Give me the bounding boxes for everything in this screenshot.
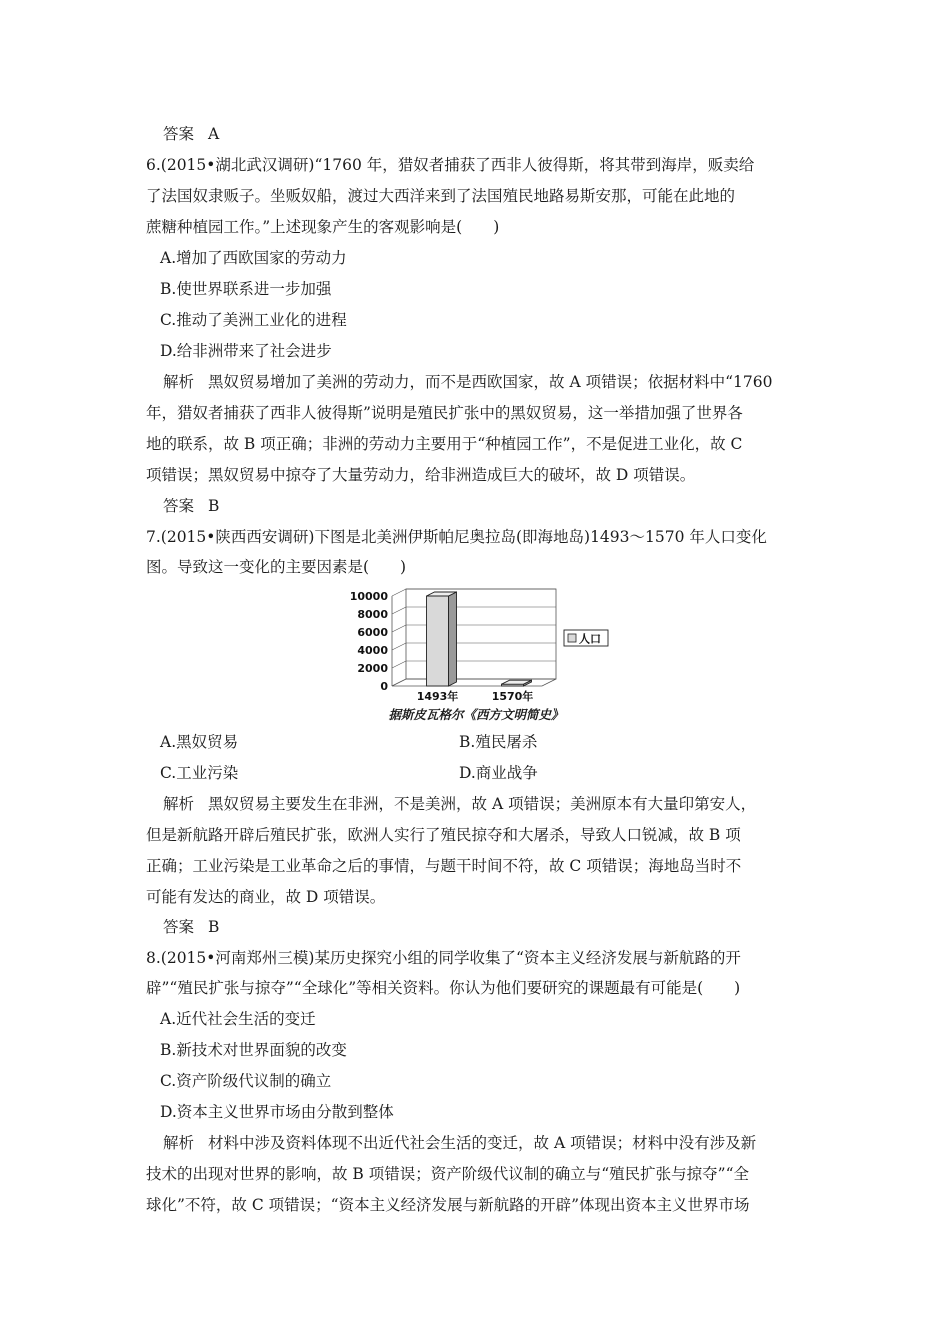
q8-analysis-label: 解析 [163,1134,195,1152]
chart-x-tick-label: 1493年 [416,690,459,703]
q8-option-b: B.新技术对世界面貌的改变 [160,1041,347,1059]
q6-option-b: B.使世界联系进一步加强 [160,280,332,298]
q7-analysis-label: 解析 [163,795,195,813]
q6-analysis-line-3: 地的联系，故 B 项正确；非洲的劳动力主要用于“种植园工作”，不是促进工业化，故 C [146,435,743,453]
q6-stem-line-1: 6.(2015•湖北武汉调研)“1760 年，猎奴者捕获了西非人彼得斯，将其带到海岸，贩卖给 [146,156,755,174]
q7-analysis-line-2: 但是新航路开辟后殖民扩张，欧洲人实行了殖民掠夺和大屠杀，导致人口锐减，故 B 项 [146,826,741,844]
q6-answer-value: B [208,497,220,515]
q7-option-d: D.商业战争 [459,764,538,782]
q6-analysis-text-1: 黑奴贸易增加了美洲的劳动力，而不是西欧国家，故 A 项错误；依据材料中“1760 [208,373,773,391]
q7-answer-value: B [208,918,220,936]
q6-option-d: D.给非洲带来了社会进步 [160,342,332,360]
q6-stem-line-2: 了法国奴隶贩子。坐贩奴船，渡过大西洋来到了法国殖民地路易斯安那，可能在此地的 [146,187,736,205]
chart-bar-side [449,592,457,686]
answer-value: A [208,125,220,143]
chart-grid-diag [392,661,406,668]
q7-option-b: B.殖民屠杀 [459,733,538,751]
q6-option-c: C.推动了美洲工业化的进程 [160,311,347,329]
q8-stem-line-2: 辟”“殖民扩张与掠夺”“全球化”等相关资料。你认为他们要研究的课题最有可能是( ) [146,979,741,997]
q7-answer-line [163,917,219,937]
q7-stem-line-1: 7.(2015•陕西西安调研)下图是北美洲伊斯帕尼奥拉岛(即海地岛)1493～1570 年人口变化 [146,528,767,546]
q8-option-d: D.资本主义世界市场由分散到整体 [160,1103,394,1121]
chart-grid-diag [392,643,406,650]
chart-legend-label: 人口 [579,632,601,646]
q6-option-a: A.增加了西欧国家的劳动力 [160,249,347,267]
q6-analysis-line-1 [163,372,772,392]
chart-y-tick-label: 8000 [357,608,388,621]
q7-option-a: A.黑奴贸易 [160,733,239,751]
chart-y-tick-label: 10000 [350,590,388,603]
q8-analysis-line-1 [163,1133,756,1153]
q8-stem-line-1: 8.(2015•河南郑州三模)某历史探究小组的同学收集了“资本主义经济发展与新航路的开 [146,949,741,967]
q8-option-c: C.资产阶级代议制的确立 [160,1072,332,1090]
q7-answer-label: 答案 [163,918,195,936]
q7-analysis-line-4: 可能有发达的商业，故 D 项错误。 [146,888,386,906]
chart-y-tick-label: 2000 [357,662,388,675]
answer-line [163,124,219,144]
q6-analysis-line-2: 年，猎奴者捕获了西非人彼得斯”说明是殖民扩张中的黑奴贸易，这一举措加强了世界各 [146,404,743,422]
q8-analysis-line-2: 技术的出现对世界的影响，故 B 项错误；资产阶级代议制的确立与“殖民扩张与掠夺”“全 [146,1165,750,1183]
q7-option-c: C.工业污染 [160,764,239,782]
chart-grid-diag [392,589,406,596]
q6-answer-label: 答案 [163,497,195,515]
chart-bars [427,592,532,686]
q7-analysis-text-1: 黑奴贸易主要发生在非洲，不是美洲，故 A 项错误；美洲原本有大量印第安人， [208,795,757,813]
chart-legend-swatch [568,634,576,642]
q6-analysis-line-4: 项错误；黑奴贸易中掠夺了大量劳动力，给非洲造成巨大的破坏，故 D 项错误。 [146,466,696,484]
chart-y-ticks [350,590,388,693]
chart-grid-diag [392,607,406,614]
q6-analysis-label: 解析 [163,373,195,391]
chart-grid [392,589,556,686]
chart-y-tick-label: 4000 [357,644,388,657]
chart-grid-diag [392,625,406,632]
chart-x-ticks [417,689,534,703]
chart-y-tick-label: 0 [380,680,388,693]
q6-stem-line-3: 蔗糖种植园工作。”上述现象产生的客观影响是( ) [146,218,500,236]
chart-y-tick-label: 6000 [357,626,388,639]
chart-x-tick-label: 1570年 [491,690,534,703]
chart-legend [564,630,608,646]
q7-analysis-line-1 [163,794,756,814]
q7-analysis-line-3: 正确；工业污染是工业革命之后的事情，与题干时间不符，故 C 项错误；海地岛当时不 [146,857,742,875]
chart-caption: 据斯皮瓦格尔《西方文明简史》 [388,707,564,722]
q8-analysis-line-3: 球化”不符，故 C 项错误；“资本主义经济发展与新航路的开辟”体现出资本主义世界市场 [146,1196,750,1214]
q8-analysis-text-1: 材料中涉及资料体现不出近代社会生活的变迁，故 A 项错误；材料中没有涉及新 [208,1134,757,1152]
q6-answer-line [163,496,219,516]
answer-label: 答案 [163,125,195,143]
q8-option-a: A.近代社会生活的变迁 [160,1010,316,1028]
chart-grid-diag [392,679,406,686]
chart-bar-front [427,596,449,686]
q7-stem-line-2: 图。导致这一变化的主要因素是( ) [146,558,407,576]
